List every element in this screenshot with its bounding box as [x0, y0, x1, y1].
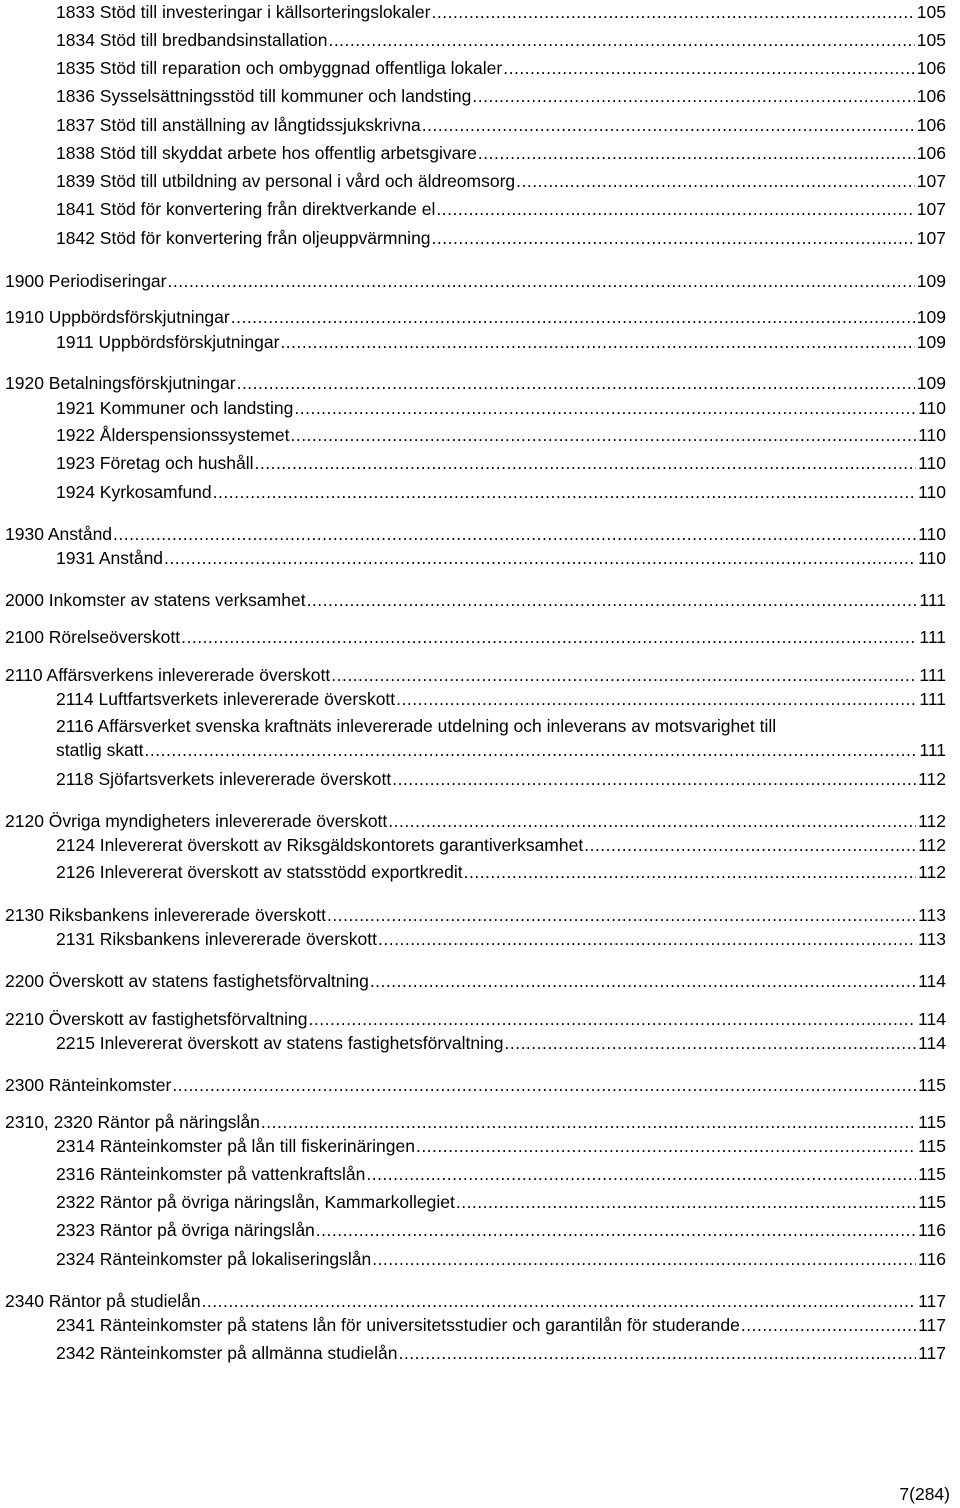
- toc-entry-text: 1920 Betalningsförskjutningar: [5, 373, 236, 393]
- toc-leader-dots: [378, 928, 916, 950]
- toc-leader-dots: [316, 1219, 916, 1241]
- toc-page-number: 111: [919, 627, 946, 647]
- toc-entry-text: 1900 Periodiseringar: [5, 271, 167, 291]
- toc-leader-dots: [464, 861, 916, 883]
- toc-entry[interactable]: [56, 834, 946, 856]
- toc-entry-text: 1841 Stöd för konvertering från direktverkande el: [56, 199, 436, 219]
- toc-entry[interactable]: [5, 372, 946, 394]
- toc-page-number: 112: [918, 811, 946, 831]
- toc-page-number: 110: [918, 425, 946, 445]
- toc-entry-text: 2314 Ränteinkomster på lån till fiskerinäringen: [56, 1136, 415, 1156]
- toc-entry[interactable]: [56, 227, 946, 249]
- toc-entry[interactable]: [5, 589, 946, 611]
- toc-page-number: 114: [918, 1033, 946, 1053]
- toc-leader-dots: [516, 170, 915, 192]
- toc-page-number: 113: [918, 905, 946, 925]
- toc-entry-text: 2300 Ränteinkomster: [5, 1075, 172, 1095]
- toc-entry[interactable]: [56, 1032, 946, 1054]
- toc-leader-dots: [504, 1032, 916, 1054]
- toc-leader-dots: [472, 85, 914, 107]
- toc-entry[interactable]: [56, 1135, 946, 1157]
- toc-entry[interactable]: [56, 1248, 946, 1270]
- toc-entry-text: 1837 Stöd till anställning av långtidssjukskrivna: [56, 115, 421, 135]
- toc-entry-text: 2118 Sjöfartsverkets inlevererade överskott: [56, 769, 392, 789]
- toc-leader-dots: [436, 198, 914, 220]
- toc-page-number: 115: [918, 1075, 946, 1095]
- toc-entry[interactable]: [5, 270, 946, 292]
- toc-entry-text: 2124 Inlevererat överskott av Riksgäldskontorets garantiverksamhet: [56, 835, 584, 855]
- toc-page-number: 117: [918, 1343, 946, 1363]
- toc-entry-text: 1838 Stöd till skyddat arbete hos offentlig arbetsgivare: [56, 143, 477, 163]
- toc-entry-text: 2342 Ränteinkomster på allmänna studielån: [56, 1343, 398, 1363]
- toc-entry-text: 2310, 2320 Räntor på näringslån: [5, 1112, 260, 1132]
- page-number: 7(284): [899, 1484, 950, 1504]
- toc-leader-dots: [290, 424, 916, 446]
- toc-entry[interactable]: [56, 861, 946, 883]
- toc-entry[interactable]: [56, 928, 946, 950]
- toc-entry[interactable]: [56, 198, 946, 220]
- toc-leader-dots: [432, 227, 915, 249]
- toc-entry[interactable]: [56, 1, 946, 23]
- toc-entry[interactable]: [5, 904, 946, 926]
- toc-entry-text: 1839 Stöd till utbildning av personal i vård och äldreomsorg: [56, 171, 516, 191]
- toc-page-number: 106: [916, 143, 946, 163]
- toc-entry[interactable]: [56, 481, 946, 503]
- toc-entry[interactable]: [5, 1074, 946, 1096]
- toc-page-number: 117: [918, 1315, 946, 1335]
- toc-entry-text: 2340 Räntor på studielån: [5, 1291, 201, 1311]
- toc-entry[interactable]: [56, 1219, 946, 1241]
- toc-entry-text: 1842 Stöd för konvertering från oljeuppvärmning: [56, 228, 431, 248]
- toc-leader-dots: [388, 810, 916, 832]
- toc-entry-text: 2324 Ränteinkomster på lokaliseringslån: [56, 1249, 372, 1269]
- toc-entry-text: 1923 Företag och hushåll: [56, 453, 254, 473]
- toc-entry-text: 2114 Luftfartsverkets inlevererade överskott: [56, 689, 396, 709]
- toc-entry-text: 1911 Uppbördsförskjutningar: [56, 332, 280, 352]
- toc-leader-dots: [172, 1074, 916, 1096]
- toc-page-number: 110: [918, 398, 946, 418]
- toc-entry[interactable]: [56, 57, 946, 79]
- toc-entry-text: 2341 Ränteinkomster på statens lån för universitetsstudier och garantilån för studerande: [56, 1315, 740, 1335]
- toc-leader-dots: [372, 1248, 916, 1270]
- toc-page-number: 107: [916, 199, 946, 219]
- toc-leader-dots: [307, 589, 918, 611]
- toc-page-number: 109: [916, 373, 946, 393]
- toc-entry-text: 2116 Affärsverket svenska kraftnäts inlevererade utdelning och inleverans av motsvarighet till: [56, 716, 777, 736]
- toc-entry[interactable]: [56, 688, 946, 710]
- toc-leader-dots: [280, 331, 914, 353]
- toc-page-number: 111: [919, 665, 946, 685]
- toc-entry-text: statlig skatt: [56, 740, 144, 760]
- toc-leader-dots: [145, 739, 918, 761]
- toc-page-number: 111: [919, 590, 946, 610]
- toc-entry[interactable]: [56, 547, 946, 569]
- toc-leader-dots: [213, 481, 916, 503]
- toc-entry-text: 1930 Anstånd: [5, 524, 113, 544]
- toc-page-number: 110: [918, 548, 946, 568]
- toc-leader-dots: [398, 1342, 916, 1364]
- toc-leader-dots: [478, 142, 915, 164]
- toc-page-number: 107: [916, 171, 946, 191]
- toc-leader-dots: [503, 57, 915, 79]
- toc-page-number: 105: [916, 30, 946, 50]
- toc-entry[interactable]: [5, 626, 946, 648]
- toc-page-number: 106: [916, 58, 946, 78]
- toc-page-number: 115: [918, 1164, 946, 1184]
- toc-entry[interactable]: [56, 29, 946, 51]
- toc-leader-dots: [328, 29, 914, 51]
- toc-page-number: 106: [916, 115, 946, 135]
- toc-entry-text: 2110 Affärsverkens inlevererade överskott: [5, 665, 331, 685]
- toc-entry[interactable]: [5, 664, 946, 686]
- toc-entry[interactable]: [56, 452, 946, 474]
- toc-leader-dots: [294, 397, 916, 419]
- toc-leader-dots: [237, 372, 915, 394]
- toc-entry[interactable]: [56, 331, 946, 353]
- toc-leader-dots: [422, 114, 915, 136]
- toc-entry-text: 1924 Kyrkosamfund: [56, 482, 212, 502]
- toc-entry-text: 1922 Ålderspensionssystemet: [56, 425, 290, 445]
- toc-entry-text: 1931 Anstånd: [56, 548, 164, 568]
- toc-entry[interactable]: [5, 523, 946, 545]
- toc-entry[interactable]: [5, 1111, 946, 1133]
- toc-page-number: 111: [919, 689, 946, 709]
- toc-entry-text: 2131 Riksbankens inlevererade överskott: [56, 929, 378, 949]
- toc-leader-dots: [396, 688, 917, 710]
- toc-page-number: 107: [916, 228, 946, 248]
- toc-entry-text: 1910 Uppbördsförskjutningar: [5, 307, 230, 327]
- toc-entry[interactable]: [56, 142, 946, 164]
- toc-entry-text: 2316 Ränteinkomster på vattenkraftslån: [56, 1164, 366, 1184]
- toc-leader-dots: [113, 523, 916, 545]
- toc-page-number: 114: [918, 971, 946, 991]
- toc-page-number: 116: [918, 1249, 946, 1269]
- toc-page-number: 112: [918, 769, 946, 789]
- toc-entry[interactable]: [56, 1191, 946, 1213]
- toc-leader-dots: [327, 904, 916, 926]
- toc-page-number: 111: [919, 740, 946, 760]
- toc-entry-text: 2000 Inkomster av statens verksamhet: [5, 590, 306, 610]
- toc-leader-dots: [261, 1111, 916, 1133]
- toc-page-number: 109: [916, 332, 946, 352]
- toc-page-number: 115: [918, 1112, 946, 1132]
- toc-leader-dots: [168, 270, 915, 292]
- toc-entry-text: 1834 Stöd till bredbandsinstallation: [56, 30, 328, 50]
- toc-leader-dots: [331, 664, 917, 686]
- toc-leader-dots: [584, 834, 916, 856]
- toc-entry[interactable]: [56, 1342, 946, 1364]
- toc-entry[interactable]: [56, 170, 946, 192]
- toc-entry[interactable]: [56, 114, 946, 136]
- toc-leader-dots: [741, 1314, 916, 1336]
- toc-entry-text: 2215 Inlevererat överskott av statens fastighetsförvaltning: [56, 1033, 504, 1053]
- toc-entry-text: 2322 Räntor på övriga näringslån, Kammarkollegiet: [56, 1192, 455, 1212]
- toc-page-number: 112: [918, 862, 946, 882]
- toc-entry[interactable]: [5, 306, 946, 328]
- toc-page-number: 109: [916, 307, 946, 327]
- toc-entry[interactable]: [56, 397, 946, 419]
- toc-entry[interactable]: [56, 1314, 946, 1336]
- toc-entry-text: 2100 Rörelseöverskott: [5, 627, 181, 647]
- toc-entry[interactable]: [56, 1163, 946, 1185]
- toc-page-number: 110: [918, 482, 946, 502]
- toc-entry-text: 2200 Överskott av statens fastighetsförvaltning: [5, 971, 369, 991]
- toc-entry-text: 1836 Sysselsättningsstöd till kommuner och landsting: [56, 86, 472, 106]
- toc-page-number: 109: [916, 271, 946, 291]
- toc-leader-dots: [392, 768, 916, 790]
- toc-entry-text: 1921 Kommuner och landsting: [56, 398, 294, 418]
- toc-entry[interactable]: [56, 424, 946, 446]
- toc-leader-dots: [181, 626, 917, 648]
- toc-page-number: 115: [918, 1192, 946, 1212]
- toc-entry-text: 1833 Stöd till investeringar i källsorteringslokaler: [56, 2, 431, 22]
- toc-entry[interactable]: [5, 970, 946, 992]
- toc-page-number: 110: [918, 524, 946, 544]
- toc-page-number: 116: [918, 1220, 946, 1240]
- toc-page-number: 113: [918, 929, 946, 949]
- toc-leader-dots: [370, 970, 916, 992]
- toc-leader-dots: [309, 1008, 917, 1030]
- toc-page-number: 106: [916, 86, 946, 106]
- toc-entry-text: 1835 Stöd till reparation och ombyggnad offentliga lokaler: [56, 58, 503, 78]
- toc-leader-dots: [432, 1, 915, 23]
- toc-leader-dots: [366, 1163, 916, 1185]
- toc-page-number: 105: [916, 2, 946, 22]
- toc-leader-dots: [416, 1135, 916, 1157]
- toc-entry-text: 2210 Överskott av fastighetsförvaltning: [5, 1009, 308, 1029]
- toc-entry-text: 2323 Räntor på övriga näringslån: [56, 1220, 315, 1240]
- toc-page-number: 117: [918, 1291, 946, 1311]
- toc-entry[interactable]: [56, 768, 946, 790]
- toc-leader-dots: [202, 1290, 917, 1312]
- toc-entry-text: 2130 Riksbankens inlevererade överskott: [5, 905, 327, 925]
- toc-page-number: 112: [918, 835, 946, 855]
- toc-entry[interactable]: [5, 1008, 946, 1030]
- toc-leader-dots: [231, 306, 915, 328]
- toc-entry[interactable]: [5, 1290, 946, 1312]
- toc-page-number: 114: [918, 1009, 946, 1029]
- toc-entry[interactable]: [56, 85, 946, 107]
- toc-leader-dots: [164, 547, 916, 569]
- toc-entry[interactable]: [5, 810, 946, 832]
- toc-entry[interactable]: [56, 739, 946, 761]
- toc-leader-dots: [255, 452, 917, 474]
- toc-page-number: 115: [918, 1136, 946, 1156]
- toc-entry-text: 2120 Övriga myndigheters inlevererade överskott: [5, 811, 388, 831]
- toc-page-number: 110: [918, 453, 946, 473]
- toc-entry-text: 2126 Inlevererat överskott av statsstödd exportkredit: [56, 862, 463, 882]
- toc-leader-dots: [456, 1191, 916, 1213]
